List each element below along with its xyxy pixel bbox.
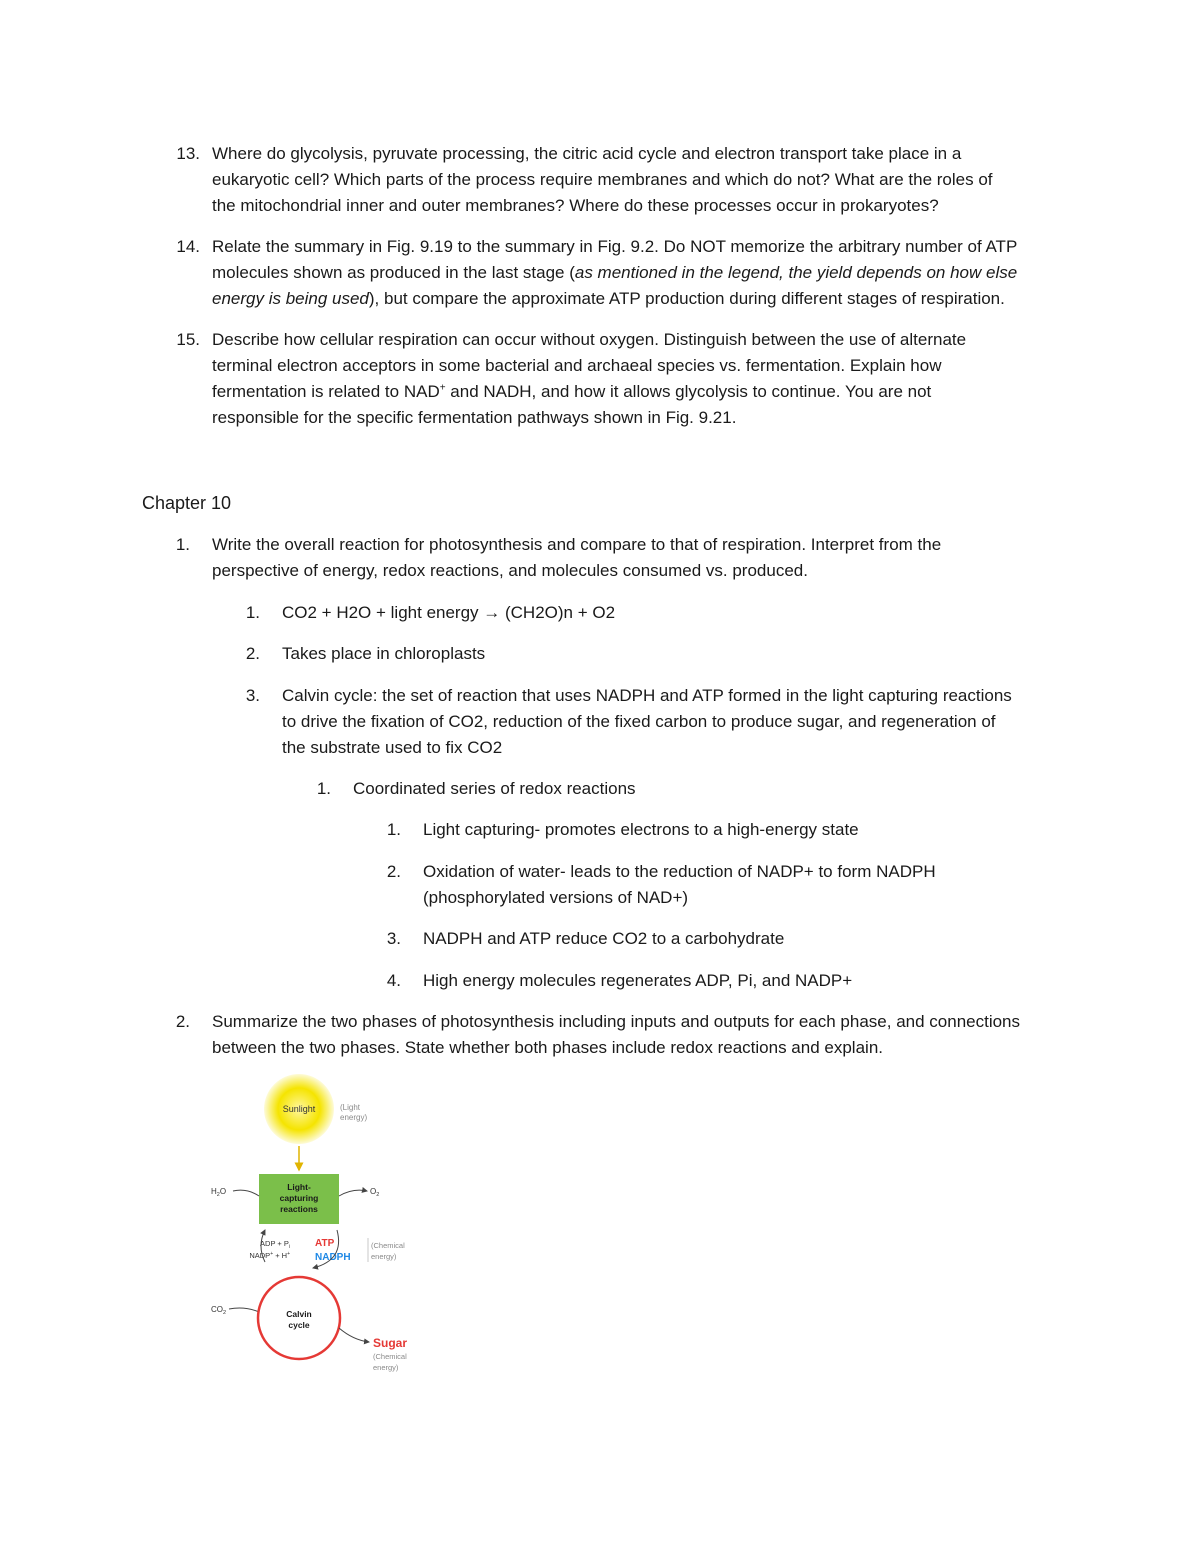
sub-item-line: CO2 + H2O + light energy → (CH2O)n + O2	[282, 603, 616, 622]
level4-item-line: Light capturing- promotes electrons to a high-energy state	[423, 820, 859, 839]
level4-item-line: (phosphorylated versions of NAD+)	[423, 888, 689, 907]
box-label: capturing	[279, 1193, 319, 1203]
h2o-arrow	[233, 1190, 259, 1196]
level4-item-line: High energy molecules regenerates ADP, Pi, and NADP+	[423, 971, 853, 990]
light-energy-label: energy)	[340, 1113, 368, 1122]
question-line: terminal electron acceptors in some bacterial and archaeal species vs. fermentation. Explain how	[212, 356, 942, 375]
atp-label: ATP	[315, 1238, 335, 1249]
sunlight-label: Sunlight	[282, 1104, 316, 1114]
sugar-arrow	[339, 1328, 369, 1342]
question-number: 1.	[175, 535, 190, 554]
sugar-energy-label: (Chemical	[373, 1352, 407, 1361]
question-line: eukaryotic cell? Which parts of the process require membranes and which do not? What are the roles of	[212, 170, 993, 189]
light-energy-label: (Light	[340, 1103, 361, 1112]
calvin-label: Calvin	[286, 1309, 312, 1319]
sub-sub-item-number: 1.	[316, 779, 331, 798]
question-line: molecules shown as produced in the last stage (as mentioned in the legend, the yield depends on how else	[212, 263, 1018, 282]
chapter-heading: Chapter 10	[142, 493, 232, 513]
question-number: 2.	[175, 1012, 190, 1031]
sub-item-line: Calvin cycle: the set of reaction that uses NADPH and ATP formed in the light capturing reactions	[282, 686, 1012, 705]
o2-arrow	[339, 1190, 367, 1196]
question-line: Summarize the two phases of photosynthesis including inputs and outputs for each phase, and connections	[212, 1012, 1021, 1031]
question-line: energy is being used), but compare the approximate ATP production during different stages of respiration.	[212, 289, 1005, 308]
level4-item-number: 4.	[386, 971, 401, 990]
co2-arrow	[229, 1308, 259, 1312]
level4-item-number: 3.	[386, 929, 401, 948]
nadph-label: NADPH	[315, 1252, 351, 1263]
sugar-energy-label: energy)	[373, 1363, 399, 1372]
sub-item-line: Takes place in chloroplasts	[282, 644, 486, 663]
question-number: 14.	[176, 237, 200, 256]
h2o-label: $H_2O$	[211, 1187, 227, 1198]
chemical-energy-label: (Chemical	[371, 1241, 405, 1250]
question-line: Write the overall reaction for photosynthesis and compare to that of respiration. Interpret from the	[212, 535, 942, 554]
question-number: 15.	[176, 330, 200, 349]
question-line: the mitochondrial inner and outer membranes? Where do these processes occur in prokaryotes?	[212, 196, 939, 215]
sub-item-line: the substrate used to fix CO2	[282, 738, 503, 757]
question-line: responsible for the specific fermentation pathways shown in Fig. 9.21.	[212, 408, 737, 427]
level4-item-line: Oxidation of water- leads to the reduction of NADP+ to form NADPH	[423, 862, 936, 881]
level4-item-line: NADPH and ATP reduce CO2 to a carbohydrate	[423, 929, 785, 948]
calvin-label: cycle	[288, 1320, 310, 1330]
photosynthesis-diagram	[195, 1070, 435, 1390]
sub-item-line: to drive the fixation of CO2, reduction of the fixed carbon to produce sugar, and regeneration of	[282, 712, 996, 731]
adp-label: ADP + $P_i$	[260, 1239, 290, 1250]
chemical-energy-label: energy)	[371, 1252, 397, 1261]
sugar-label: Sugar	[373, 1336, 408, 1350]
o2-label: $O_2$	[370, 1187, 380, 1198]
level4-item-number: 2.	[386, 862, 401, 881]
question-line: Relate the summary in Fig. 9.19 to the summary in Fig. 9.2. Do NOT memorize the arbitrary number of ATP	[212, 237, 1018, 256]
question-line: Describe how cellular respiration can occur without oxygen. Distinguish between the use of alternate	[212, 330, 967, 349]
co2-label: $CO_2$	[211, 1305, 227, 1316]
question-line: fermentation is related to NAD+ and NADH, and how it allows glycolysis to continue. You are not	[212, 382, 932, 401]
sub-item-number: 1.	[245, 603, 260, 622]
sub-item-number: 3.	[245, 686, 260, 705]
sub-sub-item-line: Coordinated series of redox reactions	[353, 779, 636, 798]
question-line: perspective of energy, redox reactions, and molecules consumed vs. produced.	[212, 561, 808, 580]
box-label: reactions	[280, 1204, 318, 1214]
nadp-label: NADP+ + H+	[249, 1251, 290, 1260]
sub-item-number: 2.	[245, 644, 260, 663]
level4-item-number: 1.	[386, 820, 401, 839]
question-line: between the two phases. State whether both phases include redox reactions and explain.	[212, 1038, 883, 1057]
box-label: Light-	[287, 1182, 311, 1192]
question-number: 13.	[176, 144, 200, 163]
question-line: Where do glycolysis, pyruvate processing, the citric acid cycle and electron transport take place in a	[212, 144, 962, 163]
